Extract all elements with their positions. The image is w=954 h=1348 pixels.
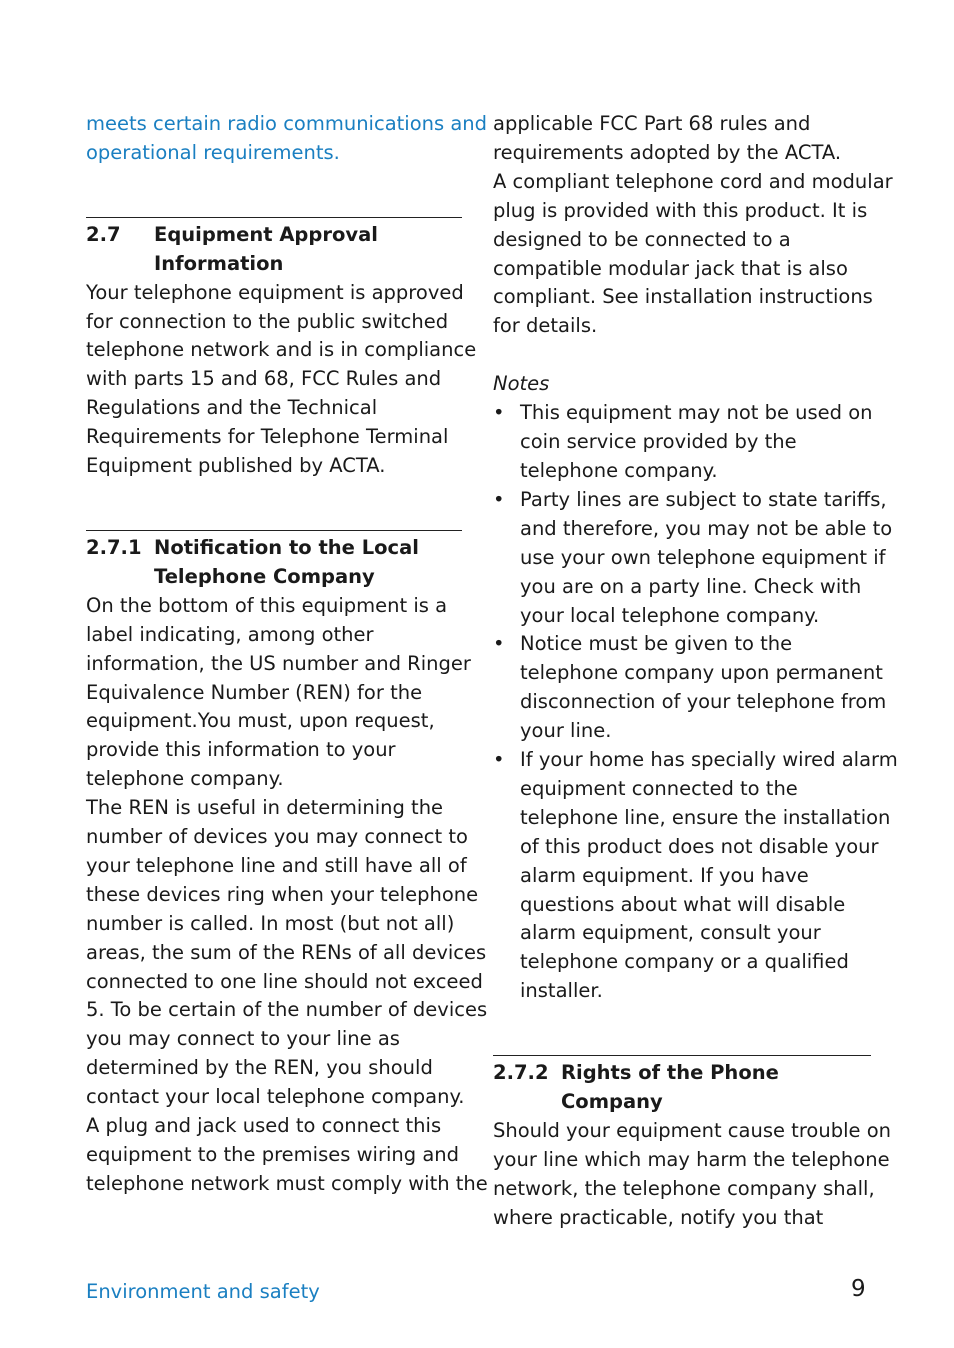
text-line: your telephone line and still have all of <box>86 853 467 877</box>
text-line: telephone company or a qualified <box>520 950 849 974</box>
text-line: equipment.You must, upon request, <box>86 709 435 733</box>
bullet-icon: • <box>493 401 505 425</box>
section-title-line: Company <box>561 1090 663 1114</box>
text-line: number of devices you may connect to <box>86 825 468 849</box>
text-line: and therefore, you may not be able to <box>520 516 893 540</box>
text-line: you are on a party line. Check with <box>520 574 862 598</box>
section-number: 2.7.1 <box>86 535 142 559</box>
notes-title: Notes <box>493 372 550 396</box>
text-line: compatible modular jack that is also <box>493 256 848 280</box>
text-line: requirements adopted by the ACTA. <box>493 140 842 164</box>
section-divider <box>493 1055 871 1056</box>
text-line: compliant. See installation instructions <box>493 285 873 309</box>
text-line: number is called. In most (but not all) <box>86 911 455 935</box>
text-line: information, the US number and Ringer <box>86 651 471 675</box>
section-heading-2-7 <box>86 221 462 279</box>
text-line: If your home has specially wired alarm <box>520 748 898 772</box>
text-line: meets certain radio communications and <box>86 112 488 135</box>
section-body <box>86 592 488 1199</box>
section-number: 2.7.2 <box>493 1061 549 1085</box>
text-line: telephone company. <box>86 767 284 791</box>
text-line: alarm equipment. If you have <box>520 863 809 887</box>
text-line: Equipment published by ACTA. <box>86 454 386 478</box>
text-line: determined by the REN, you should <box>86 1056 433 1080</box>
bullet-icon: • <box>493 487 505 511</box>
text-line: The REN is useful in determining the <box>86 796 444 820</box>
bullet-icon: • <box>493 748 505 772</box>
text-line: of this product does not disable your <box>520 834 879 858</box>
section-number: 2.7 <box>86 222 121 246</box>
text-line: for details. <box>493 314 598 338</box>
section-body <box>493 1117 891 1233</box>
text-line: your line which may harm the telephone <box>493 1147 890 1171</box>
text-line: equipment connected to the <box>520 776 798 800</box>
text-line: label indicating, among other <box>86 622 374 646</box>
text-line: disconnection of your telephone from <box>520 690 887 714</box>
section-title-line: Notification to the Local <box>154 535 419 559</box>
bullet-icon: • <box>493 632 505 656</box>
text-line: telephone company. <box>520 458 718 482</box>
text-line: applicable FCC Part 68 rules and <box>493 112 811 135</box>
intro-continuation <box>86 110 488 168</box>
text-line: telephone company upon permanent <box>520 661 883 685</box>
text-line: use your own telephone equipment if <box>520 545 886 569</box>
text-line: equipment to the premises wiring and <box>86 1143 460 1166</box>
text-line: A compliant telephone cord and modular <box>493 169 893 193</box>
section-divider <box>86 217 462 218</box>
text-line: On the bottom of this equipment is a <box>86 593 448 617</box>
text-line: Regulations and the Technical <box>86 396 378 420</box>
text-line: Your telephone equipment is approved <box>86 280 464 304</box>
text-line: operational requirements. <box>86 140 340 164</box>
text-line: designed to be connected to a <box>493 227 791 251</box>
text-line: provide this information to your <box>86 738 396 762</box>
text-line: your local telephone company. <box>520 603 820 627</box>
list-item <box>493 746 898 1006</box>
text-line: A plug and jack used to connect this <box>86 1114 442 1138</box>
section-title-line: Rights of the Phone <box>561 1061 779 1085</box>
section-heading-2-7-2 <box>493 1059 871 1117</box>
text-line: for connection to the public switched <box>86 309 449 333</box>
text-line: alarm equipment, consult your <box>520 921 821 945</box>
text-line: plug is provided with this product. It is <box>493 198 868 222</box>
text-line: where practicable, notify you that <box>493 1205 824 1229</box>
text-line: telephone network and is in compliance <box>86 338 477 362</box>
text-line: Party lines are subject to state tariffs, <box>520 487 887 511</box>
text-line: Should your equipment cause trouble on <box>493 1119 891 1142</box>
list-item <box>493 630 887 746</box>
section-body <box>86 279 477 481</box>
text-line: connected to one line should not exceed <box>86 969 483 993</box>
section-title-line: Information <box>154 251 284 275</box>
text-line: installer. <box>520 979 603 1003</box>
text-line: questions about what will disable <box>520 892 846 916</box>
fcc-continuation <box>493 110 893 341</box>
left-column <box>86 110 488 1199</box>
text-line: your line. <box>520 719 612 743</box>
text-line: Notice must be given to the <box>520 632 793 656</box>
text-line: you may connect to your line as <box>86 1027 400 1051</box>
page-number: 9 <box>851 1276 866 1302</box>
text-line: contact your local telephone company. <box>86 1085 465 1109</box>
footer-section-name: Environment and safety <box>86 1280 320 1303</box>
text-line: coin service provided by the <box>520 430 797 454</box>
text-line: telephone line, ensure the installation <box>520 805 891 829</box>
section-divider <box>86 530 462 531</box>
text-line: Requirements for Telephone Terminal <box>86 425 449 449</box>
notes-list <box>493 399 898 1006</box>
list-item <box>493 399 871 486</box>
text-line: Equivalence Number (REN) for the <box>86 680 423 704</box>
text-line: these devices ring when your telephone <box>86 882 479 906</box>
text-line: telephone network must comply with the <box>86 1171 488 1195</box>
text-line: 5. To be certain of the number of devices <box>86 998 488 1022</box>
section-heading-2-7-1 <box>86 534 462 592</box>
text-line: network, the telephone company shall, <box>493 1176 875 1200</box>
text-line: This equipment may not be used on <box>520 401 873 425</box>
section-title-line: Equipment Approval <box>154 222 378 246</box>
list-item <box>493 486 893 631</box>
section-title-line: Telephone Company <box>154 564 375 588</box>
text-line: with parts 15 and 68, FCC Rules and <box>86 367 442 391</box>
text-line: areas, the sum of the RENs of all devices <box>86 940 487 964</box>
right-column <box>493 110 898 1233</box>
